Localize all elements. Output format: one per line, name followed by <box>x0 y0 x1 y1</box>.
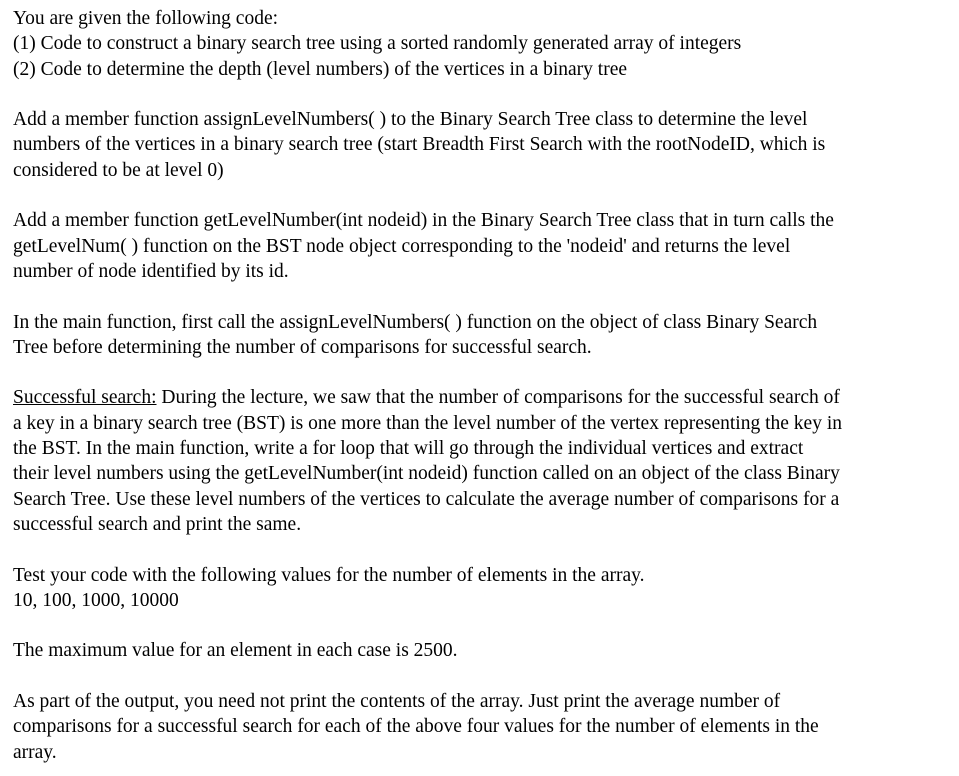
success-line-1-rest: During the lecture, we saw that the number of comparisons for the successful search of <box>156 387 840 409</box>
document-body <box>13 6 953 765</box>
get-line-3: number of node identified by its id. <box>13 260 289 282</box>
test-values-paragraph <box>13 563 953 614</box>
success-line-3: the BST. In the main function, write a for loop that will go through the individual vertices and extract <box>13 438 804 460</box>
intro-line-2: (1) Code to construct a binary search tree using a sorted randomly generated array of integers <box>13 33 742 55</box>
successful-search-heading: Successful search: <box>13 387 157 409</box>
success-line-6: successful search and print the same. <box>13 513 302 535</box>
output-instructions-paragraph <box>13 689 953 765</box>
output-line-1: As part of the output, you need not print the contents of the array. Just print the average number of <box>13 691 781 713</box>
success-line-1 <box>13 385 953 410</box>
main-function-paragraph <box>13 310 953 361</box>
max-line-1: The maximum value for an element in each case is 2500. <box>13 640 458 662</box>
assign-line-3: considered to be at level 0) <box>13 159 224 181</box>
intro-paragraph <box>13 6 953 82</box>
intro-line-3: (2) Code to determine the depth (level numbers) of the vertices in a binary tree <box>13 58 628 80</box>
get-line-1: Add a member function getLevelNumber(int nodeid) in the Binary Search Tree class that in turn calls the <box>13 210 834 232</box>
intro-line-1: You are given the following code: <box>13 8 279 29</box>
test-values-list: 10, 100, 1000, 10000 <box>13 589 179 611</box>
get-level-number-paragraph <box>13 208 953 284</box>
main-line-1: In the main function, first call the assignLevelNumbers( ) function on the object of class Binary Search <box>13 311 818 333</box>
successful-search-paragraph <box>13 385 953 537</box>
assign-line-2: numbers of the vertices in a binary search tree (start Breadth First Search with the rootNodeID, which is <box>13 134 826 156</box>
get-line-2: getLevelNum( ) function on the BST node object corresponding to the 'nodeid' and returns the level <box>13 235 791 257</box>
main-line-2: Tree before determining the number of comparisons for successful search. <box>13 336 592 358</box>
assign-level-numbers-paragraph <box>13 107 953 183</box>
output-line-3: array. <box>13 741 57 763</box>
output-line-2: comparisons for a successful search for each of the above four values for the number of elements in the <box>13 716 819 738</box>
test-line-1: Test your code with the following values for the number of elements in the array. <box>13 564 645 586</box>
assign-line-1: Add a member function assignLevelNumbers( ) to the Binary Search Tree class to determine the level <box>13 109 808 131</box>
success-line-5: Search Tree. Use these level numbers of the vertices to calculate the average number of comparisons for a <box>13 488 840 510</box>
success-line-4: their level numbers using the getLevelNumber(int nodeid) function called on an object of the class Binary <box>13 463 840 485</box>
max-value-paragraph <box>13 638 953 663</box>
success-line-2: a key in a binary search tree (BST) is one more than the level number of the vertex representing the key in <box>13 412 842 434</box>
